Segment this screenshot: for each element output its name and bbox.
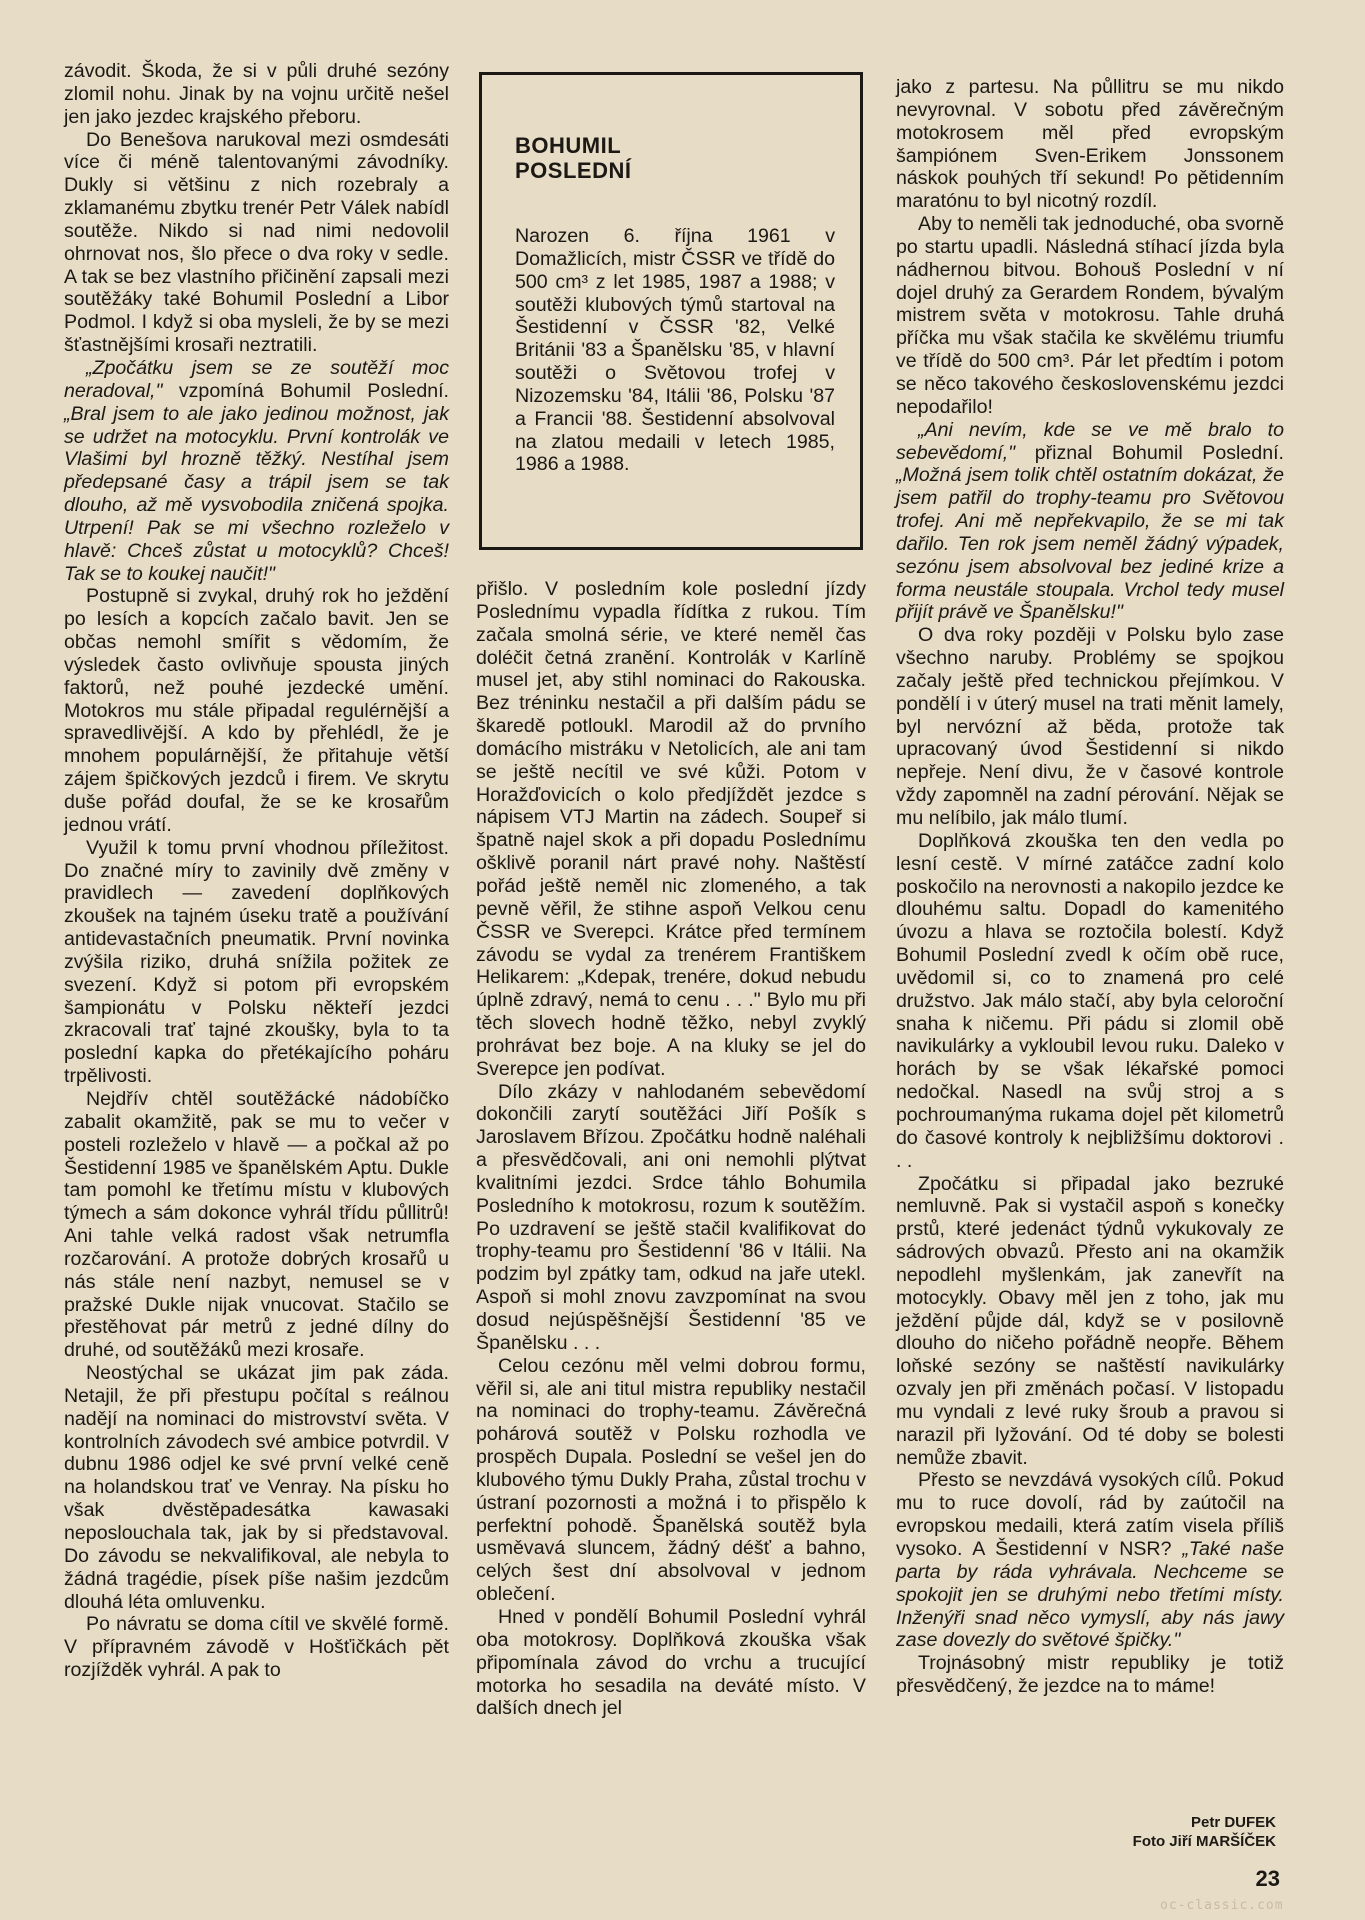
watermark: oc-classic.com (1160, 1898, 1284, 1913)
sidebar-text: Narozen 6. října 1961 v Domažlicích, mistr ČSSR ve třídě do 500 cm³ z let 1985, 1987 a 1988; v soutěži klubových týmů startoval na Šestidenní v ČSSR '82, Velké Británii '83 a Španělsku '85, v hlavní soutěži o Světovou trofej v Nizozemsku '84, Itálii '86, Polsku '87 a Francii '88. Šestidenní absolvoval na zlatou medaili v letech 1985, 1986 a 1988. (515, 225, 835, 476)
quote-paragraph (896, 419, 1284, 625)
paragraph: Celou cezónu měl velmi dobrou formu, věřil si, ale ani titul mistra republiky nestačil na nominaci do trophy-teamu. Závěrečná pohárová soutěž v Polsku rozhodla ve prospěch Dupala. Poslední se vešel jen do klubového týmu Dukly Praha, zůstal trochu v ústraní pozornosti a možná i to přispělo k perfektní pohodě. Španělská soutěž byla usměvavá sluncem, žádný déšť a bahno, celých šest dní absolvoval v jednom oblečení. (476, 1354, 866, 1606)
paragraph: Neostýchal se ukázat jim pak záda. Netajil, že při přestupu počítal s reálnou nadějí na nominaci do mistrovství světa. V kontrolních závodech své ambice potvrdil. V dubnu 1986 odjel ke své první velké ceně na holandskou trať ve Venray. Na písku ho však dvěstěpadesátka kawasaki neposlouchala tak, jak by si představoval. Do závodu se nekvalifikoval, ale nebyla to žádná tragédie, písek píše našim jezdcům dlouhá léta omluvenku. (64, 1362, 449, 1613)
quote-paragraph (64, 357, 449, 585)
quote-text: „Ani nevím, kde se ve mě bralo to sebevědomí," (896, 418, 1284, 464)
paragraph: jako z partesu. Na půllitru se mu nikdo nevyrovnal. V sobotu před závěrečným motokrosem měl před evropským šampiónem Sven-Erikem Jonssonem náskok pouhých tří sekund! Po pětidenním maratónu to byl nicotný rozdíl. (896, 76, 1284, 213)
paragraph: Dílo zkázy v nahlodaném sebevědomí dokončili zarytí soutěžáci Jiří Pošík s Jaroslavem Břízou. Zpočátku hodně naléhali a přesvědčovali, ani oni nemohli plýtvat kvalitními jezdci. Srdce táhlo Bohumila Posledního k motokrosu, rozum k soutěžím. Po uzdravení se ještě stačil kvalifikovat do trophy-teamu pro Šestidenní '86 v Itálii. Na podzim byl zpátky tam, odkud na jaře utekl. Aspoň si mohl znovu zavzpomínat na svou dosud nejúspěšnější Šestidenní '85 ve Španělsku . . . (476, 1080, 866, 1354)
paragraph: Doplňková zkouška ten den vedla po lesní cestě. V mírné zatáčce zadní kolo poskočilo na nerovnosti a nakopilo jezdce ke dlouhému saltu. Dopadl do kamenitého úvozu a hlava se roztočila bolestí. Když Bohumil Poslední zvedl k očím obě ruce, uvědomil si, co to znamená pro celé družstvo. Jak málo stačí, aby byla celoroční snaha k ničemu. Při pádu si zlomil obě navikulárky a vykloubil levou ruku. Daleko v horách by se však lékařské pomoci nedočkal. Nasedl na svůj stroj a s pochroumanýma rukama dojel pět kilometrů do časové kontroly k nejbližšímu doktorovi . . . (896, 829, 1284, 1172)
quote-text: „Možná jsem tolik chtěl ostatním dokázat, že jsem patřil do trophy-teamu pro Světovou trofej. Ani mě nepřekvapilo, že se mi tak dařilo. Ten rok jsem neměl žádný výpadek, sezónu jsem absolvoval bez jediné krize a forma neustále stoupala. Vrchol tedy musel přijít právě ve Španělsku!" (896, 464, 1284, 624)
paragraph: Hned v pondělí Bohumil Poslední vyhrál oba motokrosy. Doplňková zkouška však připomínala závod do vrchu a trucující motorka ho sesadila na deváté místo. V dalších dnech jel (476, 1605, 866, 1720)
paragraph: Trojnásobný mistr republiky je totiž přesvědčený, že jezdce na to máme! (896, 1652, 1284, 1698)
paragraph: Zpočátku si připadal jako bezruké nemluvně. Pak si vystačil aspoň s konečky prstů, které jedenáct týdnů vykukovaly ze sádrových obvazů. Přesto ani na okamžik nepodlehl myšlenkám, jak zanevřít na motocykly. Obavy měl jen z toho, jak mu ježdění půjde dál, když se v posilovně dlouho do ničeho pořádně neopře. Během loňské sezóny se naštěstí navikulárky ozvaly jen při změnách počasí. V listopadu mu vyndali z levé ruky šroub a pravou si narazil při lyžování. Od té doby se bolesti nemůže zbavit. (896, 1172, 1284, 1469)
paragraph: závodit. Škoda, že si v půli druhé sezóny zlomil nohu. Jinak by na vojnu určitě nešel jen jako jezdec krajského přeboru. (64, 60, 449, 128)
paragraph: O dva roky později v Polsku bylo zase všechno naruby. Problémy se spojkou začaly ještě před technickou přejímkou. V pondělí i v úterý musel na trati měnit lamely, byl nervózní až běda, protože tak upracovaný úvod Šestidenní si nikdo nepřeje. Není divu, že v časové kontrole vždy zapomněl na zadní pérování. Nějak se mu nelíbilo, jak málo tlumí. (896, 624, 1284, 829)
article-column-3 (896, 76, 1284, 1698)
bio-sidebar-box (479, 72, 863, 550)
article-column-1 (64, 60, 449, 1682)
quote-paragraph (896, 1469, 1284, 1652)
attribution-text: přiznal Bohumil Poslední. (1015, 441, 1284, 464)
paragraph: Využil k tomu první vhodnou příležitost. Do značné míry to zavinily dvě změny v pravidlech — zavedení doplňkových zkoušek na tajném úseku tratě a používání antidevastačních pneumatik. První novinka zvýšila riziko, druhá snížila požitek ze svezení. Když si potom při evropském šampionátu v Polsku někteří jezdci zkracovali trať tajné zkoušky, byla to ta poslední kapka do přetékajícího poháru trpělivosti. (64, 836, 449, 1088)
sidebar-title: BOHUMIL POSLEDNÍ (515, 133, 632, 183)
attribution-text: vzpomíná Bohumil Poslední. (162, 379, 449, 402)
article-credits (1000, 1813, 1276, 1851)
paragraph: Po návratu se doma cítil ve skvělé formě. V přípravném závodě v Hošťičkách pět rozjížděk vyhrál. A pak to (64, 1613, 449, 1682)
quote-text: „Zpočátku jsem se ze soutěží moc neradoval," (64, 356, 449, 402)
page-number: 23 (1255, 1866, 1280, 1891)
paragraph: přišlo. V posledním kole poslední jízdy Poslednímu vypadla řídítka z rukou. Tím začala smolná série, ve které neměl čas doléčit četná zranění. Kontrolák v Karlíně musel jet, aby stihl nominaci do Rakouska. Bez tréninku nestačil a při dalším pádu se škaredě potloukl. Marodil až do prvního domácího mistráku v Netolicích, ale ani tam se ještě necítil ve své kůži. Potom v Horažďovicích o kolo předjíždět jezdce s nápisem VTJ Martin na zádech. Soupeř si špatně najel skok a při dopadu Poslednímu ošklivě poranil nárt pravé nohy. Naštěstí pořád ještě neměl nic zlomeného, a tak pevně věřil, že stihne aspoň Velkou cenu ČSSR ve Sverepci. Krátce před termínem závodu se vydal za trenérem Františkem Helikarem: „Kdepak, trenére, dokud nebudu úplně zdravý, nemá to cenu . . ." Bylo mu při těch slovech hodně těžko, nebyl zvyklý prohrávat bez boje. A na kluky se jel do Sverepce jen podívat. (476, 578, 866, 1080)
quote-text: „Také naše parta by ráda vyhrávala. Nechceme se spokojit jen se druhými nebo třetími místy. Inženýři snad něco vymyslí, aby nás jawy zase dovezly do světové špičky." (896, 1538, 1284, 1652)
article-column-2 (476, 578, 866, 1720)
quote-text: „Bral jsem to ale jako jedinou možnost, jak se udržet na motocyklu. První kontrolák ve Vlašimi byl hrozně těžký. Nestíhal jsem předepsané časy a trápil jsem se tak dlouho, až mě vysvobodila zničená spojka. Utrpení! Pak se mi všechno rozleželo v hlavě: Chceš zůstat u motocyklů? Chceš! Tak se to koukej naučit!" (64, 402, 449, 585)
paragraph: Aby to neměli tak jednoduché, oba svorně po startu upadli. Následná stíhací jízda byla nádhernou bitvou. Bohouš Poslední v ní dojel druhý za Gerardem Rondem, bývalým mistrem světa v motokrosu. Tahle druhá příčka mu však stačila ke skvělému triumfu ve třídě do 500 cm³. Pár let předtím i potom se něco takového československému jezdci nepodařilo! (896, 213, 1284, 418)
author-credit: Petr DUFEK (1190, 1814, 1276, 1831)
photo-credit: Foto Jiří MARŠÍČEK (1132, 1833, 1276, 1850)
paragraph: Do Benešova narukoval mezi osmdesáti více či méně talentovanými závodníky. Dukly si většinu z nich rozebraly a zklamanému zbytku trenér Petr Válek nabídl soutěže. Nikdo si nad nimi nedovolil ohrnovat nos, šlo přece o dva roky v sedle. A tak se bez vlastního přičinění zapsali mezi soutěžáky také Bohumil Poslední a Libor Podmol. I když si oba mysleli, že by se mezi šťastnějšími krosaři neztratili. (64, 128, 449, 357)
paragraph: Nejdřív chtěl soutěžácké nádobíčko zabalit okamžitě, pak se mu to večer v posteli rozleželo v hlavě — a počkal až po Šestidenní 1985 ve španělském Aptu. Dukle tam pomohl ke třetímu místu v klubových týmech a sám dokonce vyhrál třídu půllitrů! Ani tahle velká radost však netrumfla rozčarování. A protože dobrých krosařů u nás stále není nazbyt, nemusel se v pražské Dukle nijak vnucovat. Stačilo se přestěhovat pár metrů z jedné dílny do druhé, od soutěžáků mezi krosaře. (64, 1087, 449, 1362)
paragraph-text: Přesto se nevzdává vysokých cílů. Pokud mu to ruce dovolí, rád by zaútočil na evropskou medaili, která zatím visela příliš vysoko. A Šestidenní v NSR? (896, 1469, 1284, 1560)
paragraph: Postupně si zvykal, druhý rok ho ježdění po lesích a kopcích začalo bavit. Jen se občas nemohl smířit s vědomím, že výsledek často ovlivňuje spousta jiných faktorů, než pouhé jezdecké umění. Motokros mu stále připadal regulérnější a spravedlivější. A kdo by přehlédl, že je mnohem populárnější, že přitahuje větší zájem špičkových jezdců i firem. Ve skrytu duše pořád doufal, že se ke krosařům jednou vrátí. (64, 585, 449, 836)
